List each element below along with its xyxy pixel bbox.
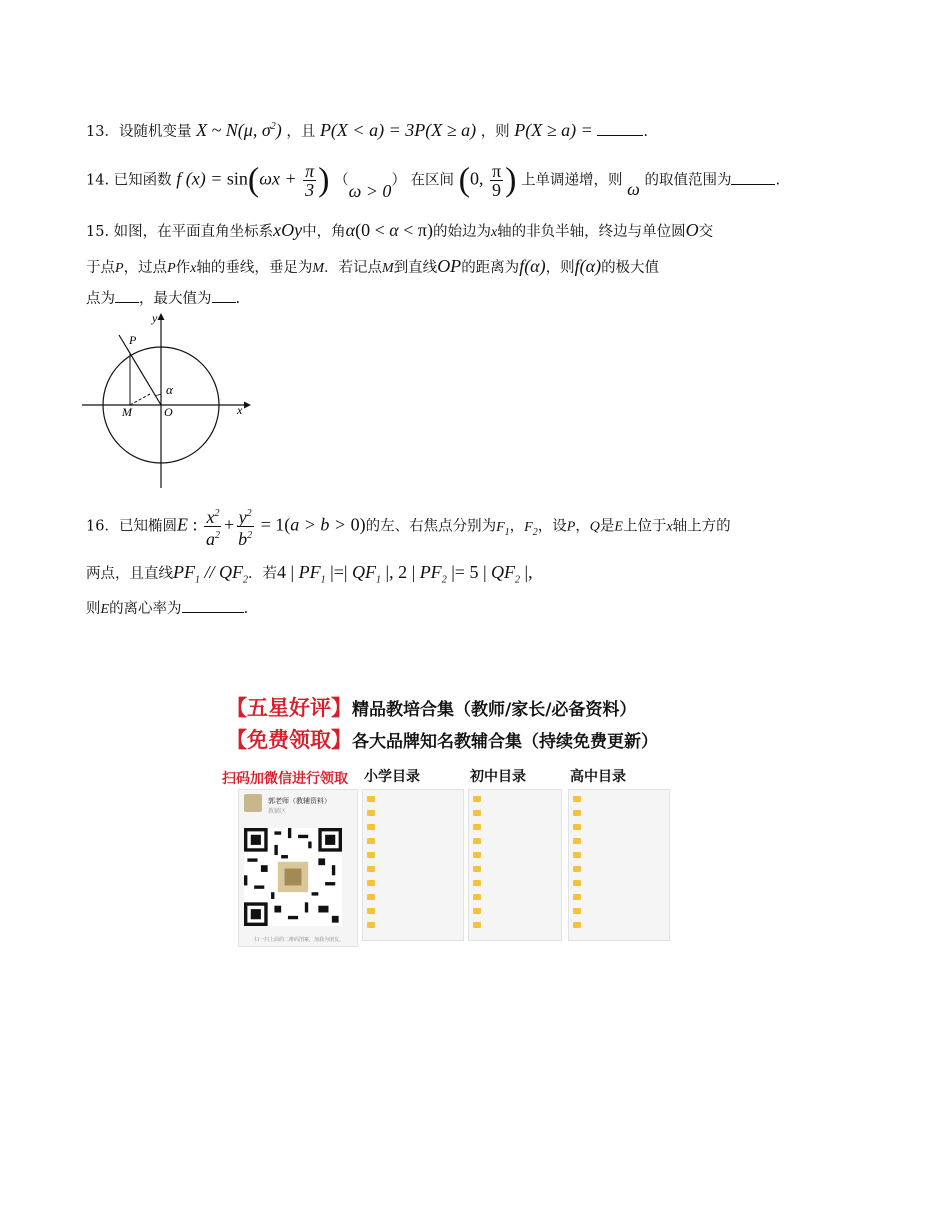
high-catalog-list: [568, 789, 670, 941]
folder-icon: [367, 908, 375, 914]
folder-icon: [473, 824, 481, 830]
folder-icon: [367, 796, 375, 802]
question-13: 13．设随机变量 X ~ N(μ, $\sigma^2$) ，且 P(X < a) = 3P(X ≥ a) ，则 P(X ≥ a) = .: [86, 120, 649, 140]
folder-icon: [573, 810, 581, 816]
question-16-line-3: 则E的离心率为 .: [86, 598, 248, 621]
folder-icon: [367, 810, 375, 816]
promo-line-2: 【免费领取】各大品牌知名教辅合集（持续免费更新）: [226, 728, 658, 752]
folder-icon: [367, 866, 375, 872]
p-label: P: [129, 333, 137, 347]
folder-icon: [367, 880, 375, 886]
qr-code[interactable]: [244, 828, 342, 926]
folder-icon: [367, 894, 375, 900]
folder-icon: [473, 852, 481, 858]
o-label: O: [164, 405, 173, 419]
folder-icon: [573, 824, 581, 830]
folder-icon: [367, 838, 375, 844]
folder-icon: [473, 810, 481, 816]
folder-icon: [573, 866, 581, 872]
avatar: [244, 794, 262, 812]
folder-icon: [473, 838, 481, 844]
alpha-label: α: [166, 382, 173, 397]
folder-icon: [473, 908, 481, 914]
answer-blank: [597, 121, 643, 136]
col-title-primary: 小学目录: [364, 769, 420, 785]
question-14: 14. 已知函数 f (x) = sin(ωx + $\frac{\pi}{3}$ ) （ω > 0） 在区间 (0, $\frac{\pi}{9}$ ) 上单调递增，则 ω 的取值范围为 .: [86, 161, 781, 201]
distance-line: [130, 394, 150, 405]
math-expr: X ~ N(μ, $\sigma^2$): [196, 120, 282, 140]
question-16-line-1: 16．已知椭圆E : $\frac{x^2}{a^2}$ + $\frac{y^2}{b^2}$ = 1(a > b > 0)的左、右焦点分别为$F_1$，$F_2$，设P，Q是E上位于x轴上方的: [86, 507, 731, 549]
folder-icon: [367, 852, 375, 858]
middle-catalog-list: [468, 789, 562, 941]
y-axis-arrow: [158, 313, 165, 320]
folder-icon: [473, 796, 481, 802]
folder-icon: [573, 838, 581, 844]
answer-blank: [182, 598, 244, 613]
angle-arc: [155, 394, 161, 395]
question-15-line-2: 于点P，过点P作x轴的垂线，垂足为M．若记点M到直线OP的距离为f(α)，则f(α)的极大值: [86, 256, 660, 276]
contact-name: 郭老师（教辅资料）: [268, 797, 331, 805]
question-15-line-1: 15. 如图，在平面直角坐标系xOy中，角α(0 < α < π)的始边为x轴的非负半轴，终边与单位圆O交: [86, 220, 714, 240]
col-title-high: 高中目录: [570, 769, 626, 785]
terminal-side: [119, 335, 161, 405]
y-label: y: [152, 311, 158, 325]
x-axis-arrow: [244, 402, 251, 409]
folder-icon: [473, 922, 481, 928]
question-15-line-3: 点为 ，最大值为 .: [86, 288, 240, 310]
unit-circle-figure: [82, 310, 252, 490]
promo-line-1: 【五星好评】精品教培合集（教师/家长/必备资料）: [226, 696, 637, 720]
folder-icon: [473, 866, 481, 872]
folder-icon: [573, 880, 581, 886]
folder-icon: [573, 796, 581, 802]
folder-icon: [473, 880, 481, 886]
folder-icon: [473, 894, 481, 900]
x-label: x: [237, 403, 243, 417]
folder-icon: [573, 908, 581, 914]
scan-instruction: 扫码加微信进行领取: [222, 771, 348, 787]
folder-icon: [573, 852, 581, 858]
folder-icon: [367, 922, 375, 928]
question-16-line-2: 两点，且直线$PF_1 // QF_2$．若4 | $PF_1$ |=| $QF_1$ |, 2 | $PF_2$ |= 5 | $QF_2$ |,: [86, 562, 533, 586]
primary-catalog-list: [362, 789, 464, 941]
qr-caption: 扫一扫上面的二维码图案，加我为朋友。: [254, 937, 345, 943]
contact-sub: 教辅区: [268, 808, 287, 815]
folder-icon: [573, 894, 581, 900]
answer-blank: [115, 288, 139, 303]
folder-icon: [573, 922, 581, 928]
answer-blank: [212, 288, 236, 303]
m-label: M: [122, 405, 132, 419]
col-title-middle: 初中目录: [470, 769, 526, 785]
folder-icon: [367, 824, 375, 830]
answer-blank: [731, 170, 775, 185]
promo-banner[interactable]: [222, 686, 682, 948]
